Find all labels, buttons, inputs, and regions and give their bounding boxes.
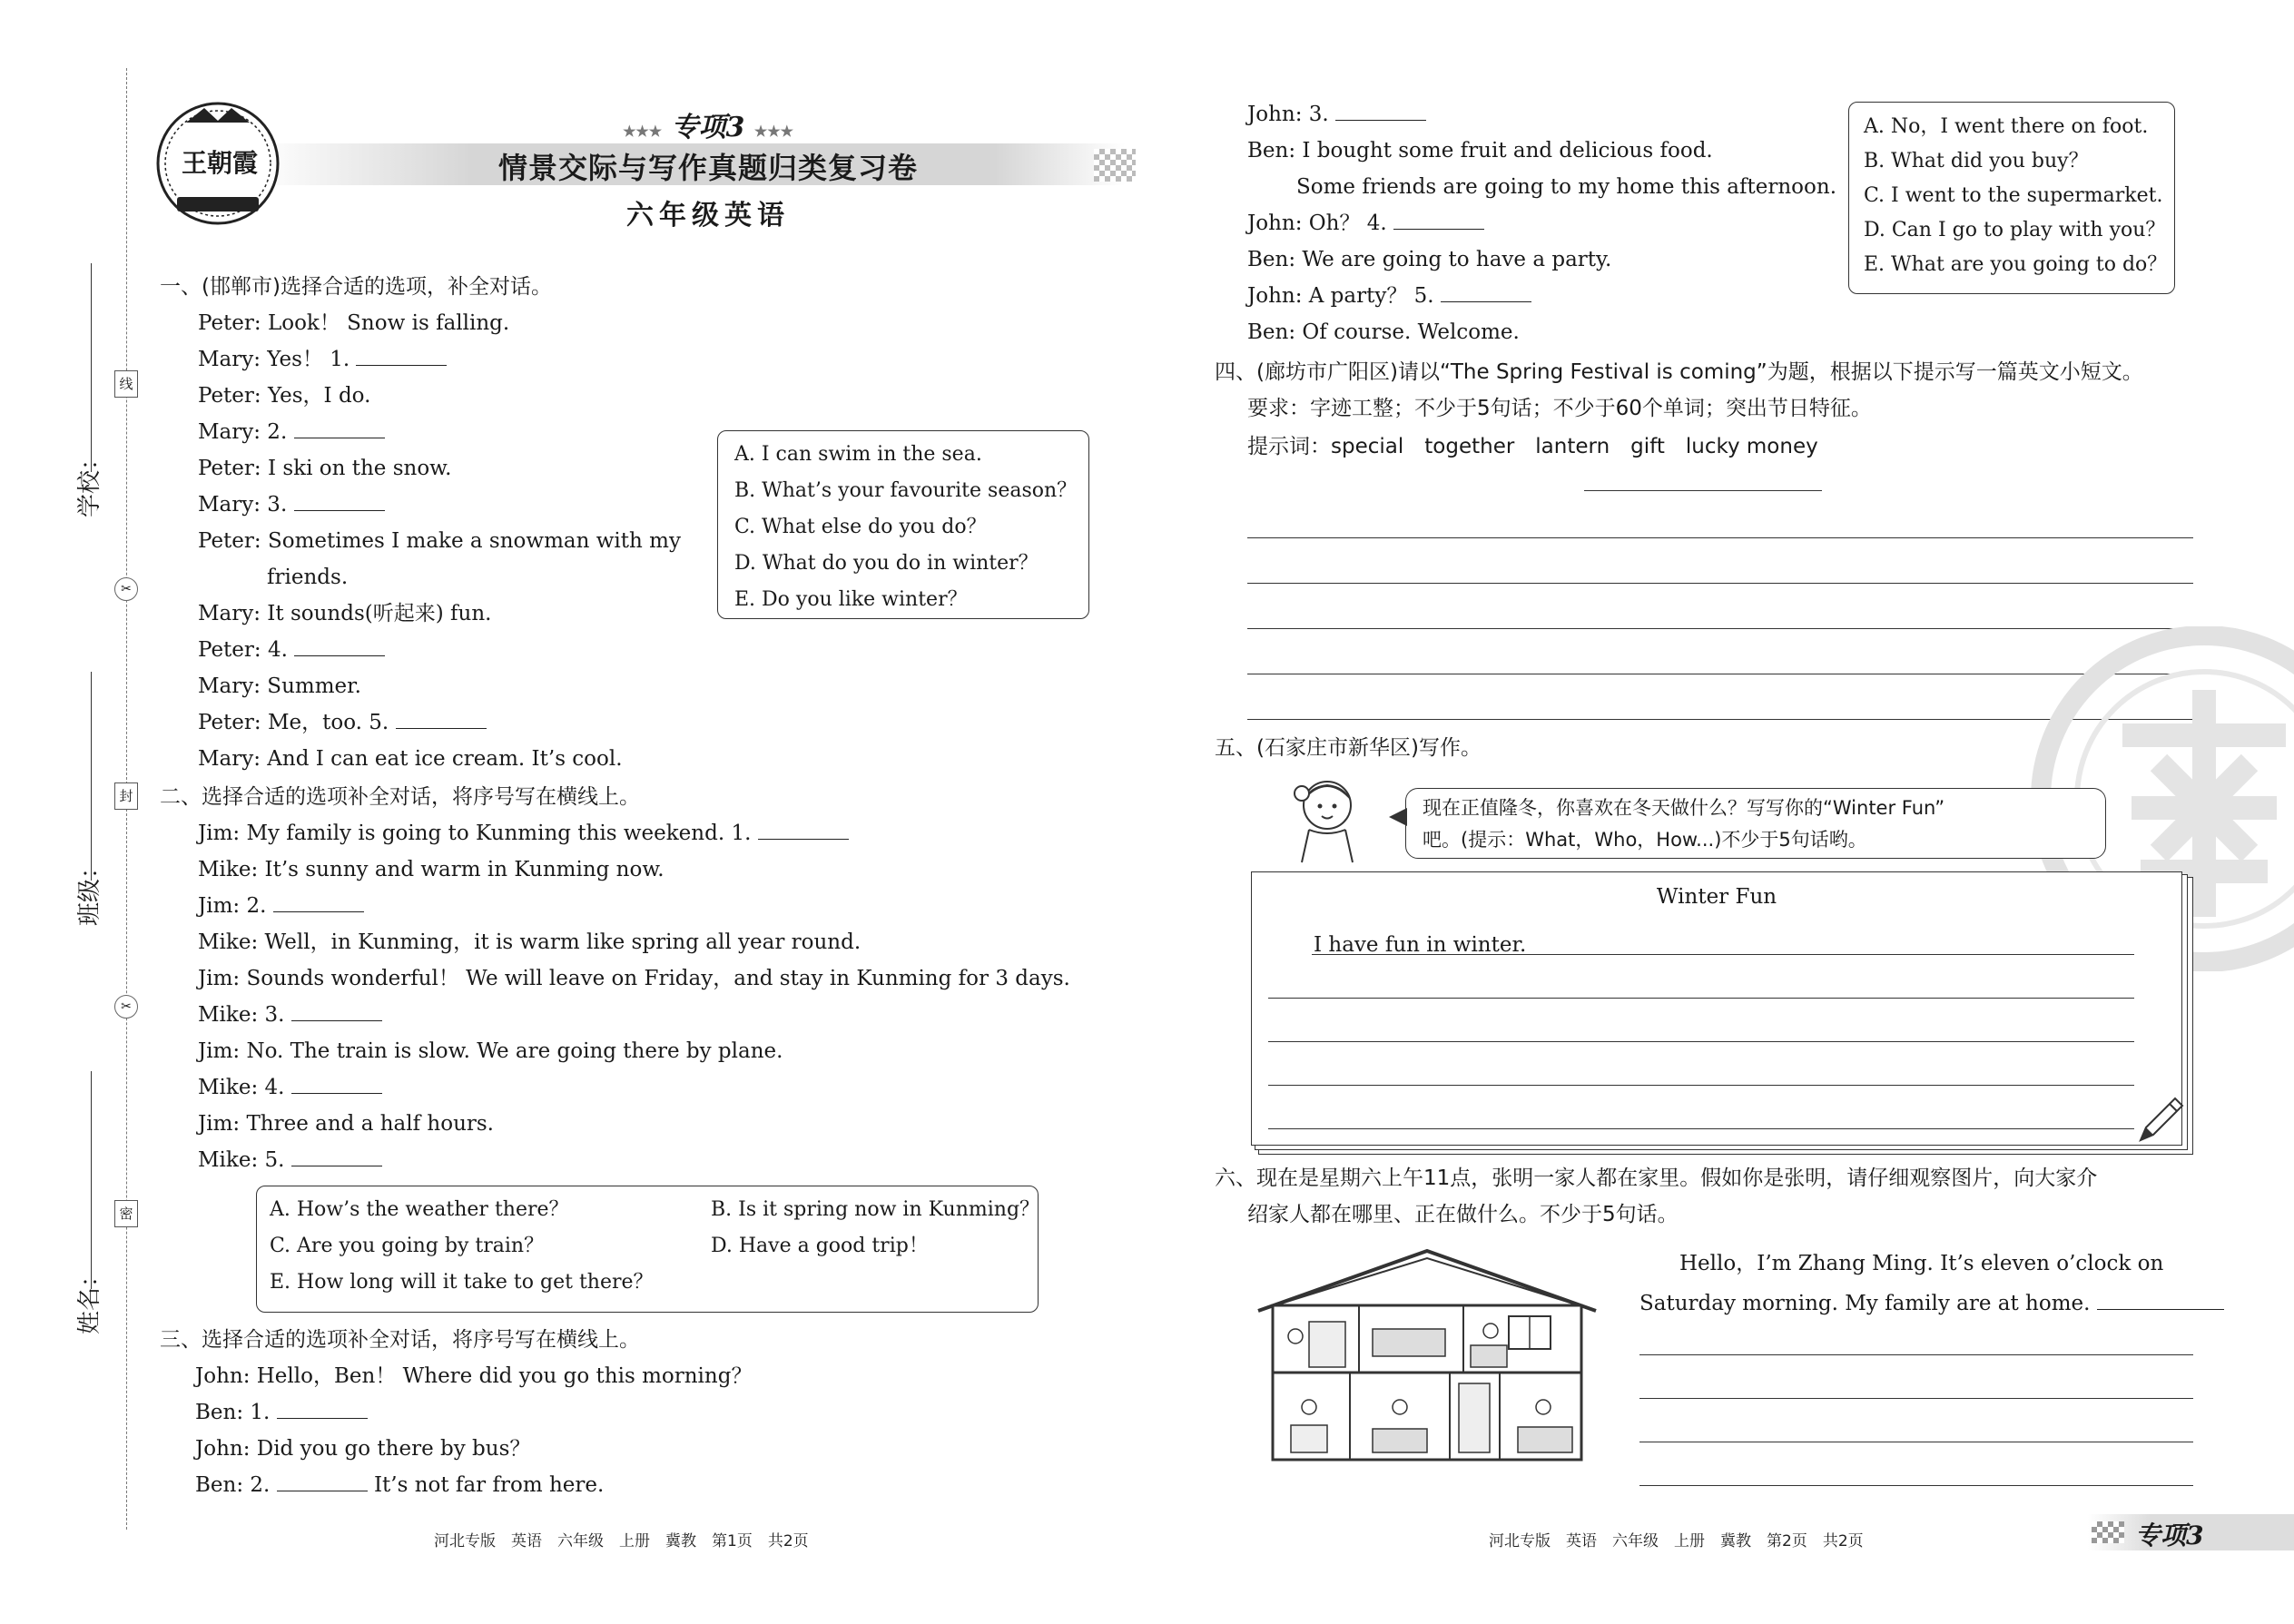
section6-text-line1: Hello，I’m Zhang Ming. It’s eleven o’clock on — [1679, 1252, 2164, 1275]
writing-line[interactable] — [1268, 1085, 2134, 1086]
section3-options-box — [1848, 102, 2175, 294]
dialogue-line: Peter: 4. — [198, 632, 681, 668]
page-subtitle: 六年级英语 — [626, 200, 790, 231]
footer-tag: 专项3 — [2135, 1521, 2204, 1550]
seal-mark-line: 线 — [114, 370, 138, 398]
dialogue-line: Jim: My family is going to Kunming this weekend. 1. — [198, 815, 1070, 851]
section1-options-box — [717, 430, 1089, 619]
scissors-icon: ✂ — [114, 577, 138, 601]
dialogue-line: Mike: Well，in Kunming，it is warm like spring all year round. — [198, 930, 861, 954]
school-label: 学校： — [76, 446, 103, 517]
footer-tag-dots — [2092, 1521, 2124, 1543]
dialogue-line: Jim: Sounds wonderful！ We will leave on Friday，and stay in Kunming for 3 days. — [198, 967, 1070, 990]
section4-title: 四、(廊坊市广阳区)请以“The Spring Festival is coming”为题，根据以下提示写一篇英文小短文。 — [1215, 360, 2143, 384]
dialogue-line: Jim: 2. — [198, 888, 1070, 924]
option: C. I went to the supermarket. — [1864, 184, 2163, 207]
section4-requirements: 要求：字迹工整；不少于5句话；不少于60个单词；突出节日特征。 — [1247, 397, 1872, 420]
bubble-text: 现在正值隆冬，你喜欢在冬天做什么？写写你的“Winter Fun” — [1423, 797, 1945, 819]
answer-blank[interactable] — [1393, 209, 1484, 230]
girl-illustration — [1282, 773, 1373, 864]
class-label: 班级： — [76, 854, 103, 926]
footer-left: 河北专版 英语 六年级 上册 冀教 第1页 共2页 — [434, 1532, 809, 1550]
pencil-icon — [2133, 1093, 2188, 1147]
answer-blank[interactable] — [291, 1073, 382, 1094]
option: E. How long will it take to get there？ — [270, 1271, 654, 1294]
school-field[interactable] — [91, 263, 92, 472]
section6-title-line1: 六、现在是星期六上午11点，张明一家人都在家里。假如你是张明，请仔细观察图片，向大家介 — [1215, 1166, 2098, 1190]
house-illustration — [1255, 1247, 1600, 1465]
dialogue-line: Peter: Me，too. 5. — [198, 704, 681, 741]
publisher-logo-text: 王朝霞 — [181, 148, 258, 178]
card-first-sentence: I have fun in winter. — [1314, 933, 1527, 957]
writing-line[interactable] — [1312, 954, 2134, 955]
dialogue-line: Ben: I bought some fruit and delicious food. — [1247, 139, 1713, 162]
section1-dialogue — [198, 305, 681, 777]
header-topic-text: 专项3 — [671, 112, 745, 143]
dialogue-line: Peter: Sometimes I make a snowman with my — [198, 529, 681, 553]
answer-blank[interactable] — [356, 345, 447, 366]
option: D. Can I go to play with you？ — [1864, 219, 2166, 241]
section2-options-box — [256, 1186, 1039, 1313]
option: C. Are you going by train？ — [270, 1235, 545, 1257]
writing-line[interactable] — [1247, 537, 2193, 538]
dialogue-line: Peter: Yes，I do. — [198, 384, 371, 408]
answer-blank[interactable] — [2097, 1289, 2224, 1310]
answer-blank[interactable] — [277, 1471, 368, 1491]
writing-line[interactable] — [1639, 1354, 2193, 1355]
dialogue-line: Mike: 4. — [198, 1069, 1070, 1106]
dialogue-line: Mike: It’s sunny and warm in Kunming now. — [198, 858, 665, 881]
dialogue-line: Mike: 5. — [198, 1142, 1070, 1178]
dialogue-line: Ben: Of course. Welcome. — [1247, 320, 1520, 344]
dialogue-line: Mary: 2. — [198, 414, 681, 450]
writing-card — [1251, 871, 2182, 1146]
dialogue-line: Mary: And I can eat ice cream. It’s cool. — [198, 747, 623, 771]
dialogue-line: Some friends are going to my home this afternoon. — [1296, 175, 1837, 199]
answer-blank[interactable] — [1441, 281, 1531, 302]
name-label: 姓名： — [76, 1263, 103, 1334]
dialogue-line: John: Hello，Ben！ Where did you go this morning？ — [195, 1364, 753, 1388]
option: B. Is it spring now in Kunming？ — [711, 1198, 1040, 1221]
bubble-text: 吧。(提示：What，Who，How...)不少于5句话哟。 — [1423, 829, 1867, 851]
option: E. Do you like winter？ — [734, 588, 968, 611]
answer-blank[interactable] — [1335, 100, 1426, 121]
answer-blank[interactable] — [294, 418, 385, 438]
card-title: Winter Fun — [1656, 885, 1777, 909]
option: E. What are you going to do？ — [1864, 253, 2168, 276]
speech-bubble — [1405, 788, 2106, 859]
seal-mark-seal: 封 — [114, 782, 138, 810]
bubble-tail — [1389, 808, 1407, 826]
dialogue-line: Mary: It sounds(听起来) fun. — [198, 602, 492, 625]
answer-blank[interactable] — [277, 1398, 368, 1419]
option: D. Have a good trip！ — [711, 1235, 929, 1257]
class-field[interactable] — [91, 672, 92, 881]
dialogue-line: John: Did you go there by bus？ — [195, 1437, 531, 1461]
seal-mark-secret: 密 — [114, 1200, 138, 1227]
answer-blank[interactable] — [291, 1146, 382, 1166]
answer-blank[interactable] — [273, 891, 364, 912]
section6-title-line2: 绍家人都在哪里、正在做什么。不少于5句话。 — [1247, 1203, 1679, 1226]
option: B. What did you buy？ — [1864, 150, 2089, 172]
dialogue-line: Mary: 3. — [198, 487, 681, 523]
scissors-icon: ✂ — [114, 995, 138, 1019]
writing-line[interactable] — [1268, 1128, 2134, 1129]
section2-title: 二、选择合适的选项补全对话，将序号写在横线上。 — [160, 785, 640, 809]
answer-blank[interactable] — [291, 1000, 382, 1021]
footer-right: 河北专版 英语 六年级 上册 冀教 第2页 共2页 — [1489, 1532, 1864, 1550]
header-stars-right: ★★★ — [753, 123, 793, 140]
section3-dialogue-right — [1247, 96, 1836, 350]
header-topic — [608, 104, 808, 144]
dialogue-line: Ben: 1. — [195, 1394, 752, 1431]
dialogue-line: friends. — [267, 566, 349, 589]
writing-line[interactable] — [1639, 1485, 2193, 1486]
name-field[interactable] — [91, 1071, 92, 1289]
header-stars-left: ★★★ — [623, 123, 663, 140]
section5-title: 五、(石家庄市新华区)写作。 — [1215, 736, 1482, 760]
option: A. No，I went there on foot. — [1864, 115, 2149, 138]
dialogue-line: Peter: Look！ Snow is falling. — [198, 311, 510, 335]
answer-blank[interactable] — [758, 819, 849, 840]
section6-text — [1639, 1244, 2195, 1324]
writing-line[interactable] — [1247, 583, 2193, 584]
answer-blank[interactable] — [396, 708, 487, 729]
dialogue-line: Jim: No. The train is slow. We are going there by plane. — [198, 1039, 783, 1063]
dialogue-line: Peter: I ski on the snow. — [198, 457, 452, 480]
dialogue-line: John: 3. — [1247, 96, 1836, 133]
section3-dialogue-left — [195, 1358, 752, 1503]
option: A. How’s the weather there？ — [270, 1198, 569, 1221]
essay-title-line[interactable] — [1584, 490, 1822, 491]
header-checker — [1094, 149, 1136, 182]
dialogue-line: Ben: We are going to have a party. — [1247, 248, 1612, 271]
answer-blank[interactable] — [294, 635, 385, 656]
writing-line[interactable] — [1268, 1041, 2134, 1042]
page-title: 情景交际与写作真题归类复习卷 — [497, 151, 918, 185]
section3-title: 三、选择合适的选项补全对话，将序号写在横线上。 — [160, 1328, 640, 1352]
dialogue-line: Mary: Yes！ 1. — [198, 341, 681, 378]
option: D. What do you do in winter？ — [734, 552, 1039, 575]
dialogue-line: Mary: Summer. — [198, 674, 361, 698]
dialogue-line: Ben: 2. It’s not far from here. — [195, 1467, 752, 1503]
writing-line[interactable] — [1639, 1398, 2193, 1399]
answer-blank[interactable] — [294, 490, 385, 511]
option: B. What’s your favourite season？ — [734, 479, 1078, 502]
section2-dialogue — [198, 815, 1070, 1178]
writing-line[interactable] — [1268, 998, 2134, 999]
section1-title: 一、(邯郸市)选择合适的选项，补全对话。 — [160, 275, 552, 299]
dialogue-line: John: Oh？ 4. — [1247, 205, 1836, 241]
option: C. What else do you do？ — [734, 516, 987, 538]
option: A. I can swim in the sea. — [734, 443, 982, 466]
dialogue-line: John: A party？ 5. — [1247, 278, 1836, 314]
dialogue-line: Mike: 3. — [198, 997, 1070, 1033]
dialogue-line: Jim: Three and a half hours. — [198, 1112, 494, 1136]
section4-hint-words: 提示词：special together lantern gift lucky money — [1247, 435, 1818, 458]
section6-text-line2: Saturday morning. My family are at home. — [1639, 1284, 2195, 1324]
